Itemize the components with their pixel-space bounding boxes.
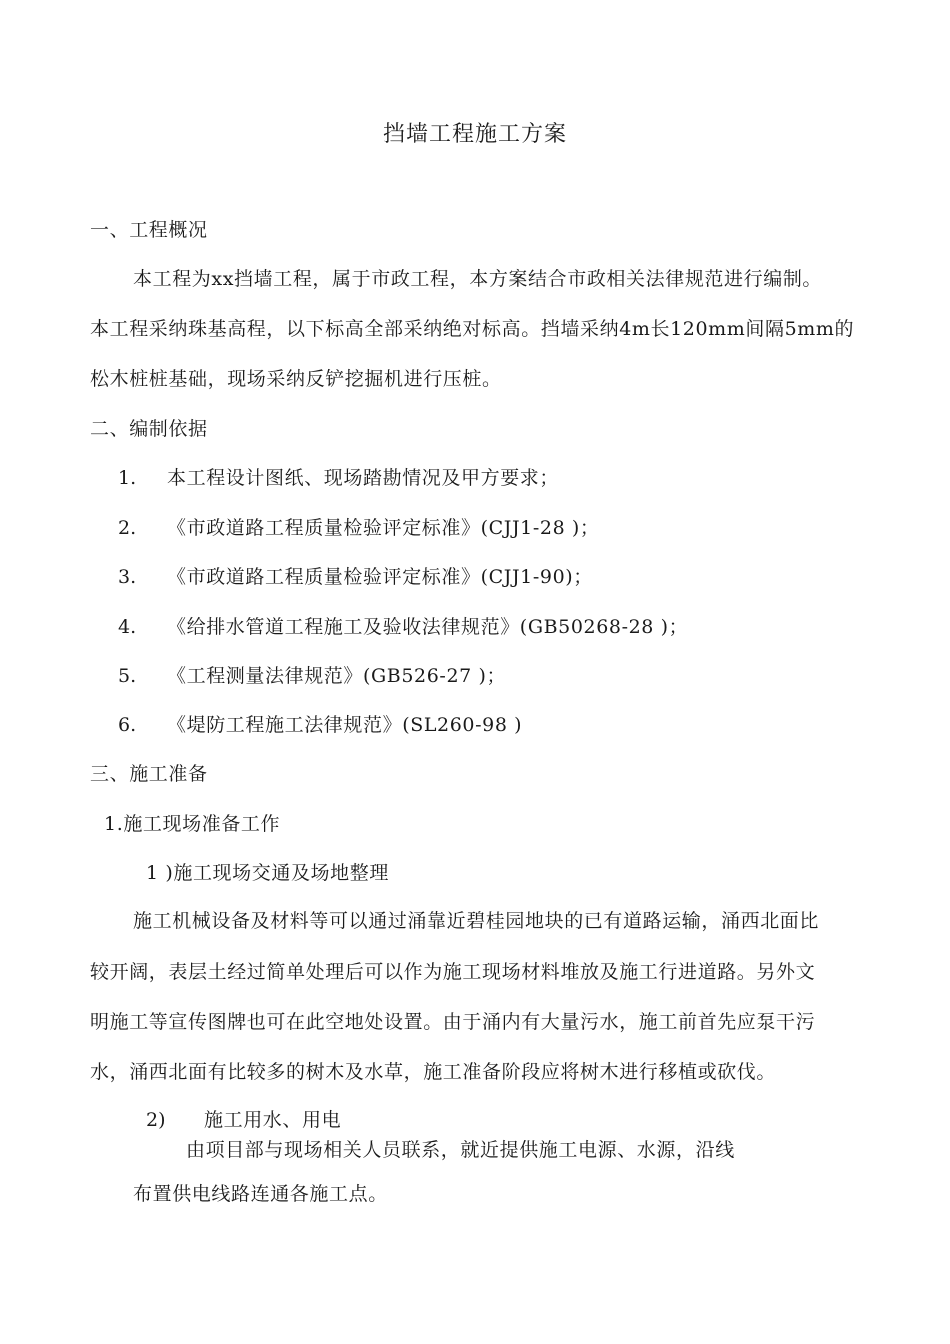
subheading-water-power: 施工用水、用电 <box>204 1109 342 1131</box>
paragraph-line: 明施工等宣传图牌也可在此空地处设置。由于涌内有大量污水，施工前首先应泵干污 <box>90 1011 816 1033</box>
paragraph-line: 施工机械设备及材料等可以通过涌靠近碧桂园地块的已有道路运输，涌西北面比 <box>133 910 820 932</box>
paragraph-line: 布置供电线路连通各施工点。 <box>133 1183 388 1205</box>
subheading-traffic-site: 1 )施工现场交通及场地整理 <box>146 862 389 884</box>
list-item-text: 《堤防工程施工法律规范》(SL260-98 ) <box>167 714 523 736</box>
list-item-text: 《给排水管道工程施工及验收法律规范》(GB50268-28 )； <box>167 616 689 638</box>
list-item-text: 《市政道路工程质量检验评定标准》(CJJ1-90)； <box>167 566 593 588</box>
document-title: 挡墙工程施工方案 <box>382 122 567 147</box>
list-item-number: 4. <box>118 616 137 638</box>
list-item-number: 3. <box>118 566 137 588</box>
paragraph-line: 较开阔，表层土经过简单处理后可以作为施工现场材料堆放及施工行进道路。另外文 <box>90 961 816 983</box>
paragraph-line: 由项目部与现场相关人员联系，就近提供施工电源、水源，沿线 <box>186 1139 735 1161</box>
list-item-text: 《市政道路工程质量检验评定标准》(CJJ1-28 )； <box>167 517 600 539</box>
list-item-number: 5. <box>118 665 137 687</box>
section-heading-preparation: 三、施工准备 <box>90 763 208 785</box>
paragraph-line: 本工程采纳珠基高程，以下标高全部采纳绝对标高。挡墙采纳4m长120mm间隔5mm的 <box>90 318 855 340</box>
list-item-text: 《工程测量法律规范》(GB526-27 )； <box>167 665 507 687</box>
list-item-number: 1. <box>118 467 137 489</box>
section-heading-overview: 一、工程概况 <box>90 219 208 241</box>
subheading-number: 2) <box>146 1109 166 1131</box>
paragraph-line: 本工程为xx挡墙工程，属于市政工程，本方案结合市政相关法律规范进行编制。 <box>133 268 823 290</box>
subheading-site-preparation: 1.施工现场准备工作 <box>104 813 281 835</box>
list-item-number: 6. <box>118 714 137 736</box>
paragraph-line: 水，涌西北面有比较多的树木及水草，施工准备阶段应将树木进行移植或砍伐。 <box>90 1061 777 1083</box>
paragraph-line: 松木桩桩基础，现场采纳反铲挖掘机进行压桩。 <box>90 368 502 390</box>
section-heading-basis: 二、编制依据 <box>90 418 208 440</box>
list-item-number: 2. <box>118 517 137 539</box>
list-item-text: 本工程设计图纸、现场踏勘情况及甲方要求； <box>167 467 560 489</box>
